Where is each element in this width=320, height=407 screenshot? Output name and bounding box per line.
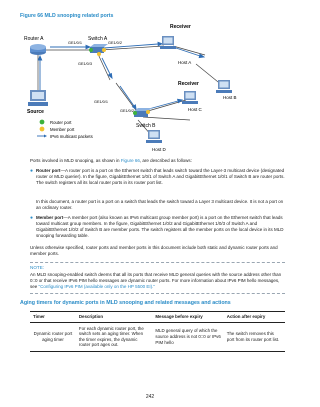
host-d-label: Host D (152, 147, 166, 152)
col-header-description: Description (76, 312, 153, 323)
port-label-a1: GE1/0/1 (68, 41, 82, 45)
port-label-a3: GE1/0/3 (78, 62, 92, 66)
table-row (30, 322, 285, 351)
host-a-label: Host A (178, 60, 192, 65)
legend-member-port: Member port (50, 127, 75, 132)
col-header-timer: Timer (30, 312, 76, 323)
note-top-rule (30, 262, 285, 263)
cell-description: For each dynamic router port, the switch sets an aging timer. When the timer expires, the dynamic router port ages out. (76, 322, 153, 351)
legend-multicast-packets: IPv6 multicast packets (50, 134, 93, 139)
source-label: Source (27, 109, 44, 115)
member-port-marker (97, 52, 101, 56)
receiver-label-mid: Receiver (178, 81, 199, 87)
router-port-term: Router port (36, 168, 61, 173)
intro-text: Ports involved in MLD snooping, as shown in Figure 66, are described as follows: (30, 158, 192, 163)
note-label: NOTE: (30, 265, 45, 270)
switch-b-label: Switch B (136, 123, 156, 129)
router-a-label: Router A (24, 36, 44, 42)
host-b-label: Host B (223, 95, 237, 100)
note-bottom-rule (30, 293, 285, 294)
receiver-label-top: Receiver (170, 24, 191, 30)
router-port-definition: —A router port is a port on the Ethernet switch that leads switch toward the Layer-3 multicast device (designated router or MLD querier). In the figure, GigabitEthernet 1/0/1 of Switch A and GigabitEthernet 1/0/1 of Switch B are router ports. The switch registers all its local router ports in its router port list. (36, 168, 285, 186)
table-header-row (30, 312, 285, 323)
diagram-legend (37, 120, 93, 139)
host-c-label: Host C (188, 107, 202, 112)
col-header-action: Action after expiry (224, 312, 285, 323)
router-a-icon (30, 44, 46, 55)
note-body: An MLD snooping-enabled switch deems that all its ports that receive MLD general queries with the source address other than 0::0 or that receive IPv6 PIM hello messages are dynamic router ports. For more information about IPv6 PIM hello messages, see (30, 272, 282, 290)
member-port-definition: —A member port (also known as IPv6 multicast group member port) is a port on the Ethernet switch that leads toward multicast group members. In the figure, GigabitEthernet 1/0/2 and GigabitEthernet 1/0/3 of Switch A and GigabitEthernet 1/0/2 of Switch B are member ports. The switch registers all the member ports on the local device in its MLD snooping forwarding table. (36, 215, 284, 239)
section-heading: Aging timers for dynamic ports in MLD snooping and related messages and actions (20, 300, 231, 306)
cell-message: MLD general query of which the source address is not 0::0 or IPv6 PIM hello (152, 322, 223, 351)
note-text (30, 272, 286, 290)
host-a-icon (160, 36, 176, 49)
legend-router-port-swatch (40, 120, 45, 125)
host-b-icon (216, 80, 232, 93)
figure-caption: Figure 66 MLD snooping related ports (20, 13, 114, 19)
router-port-extra: In this document, a router port is a port on a switch that leads the switch toward a Layer 3 multicast device. It is not a port on an ordinary router. (36, 199, 284, 211)
member-port-marker (102, 48, 106, 52)
port-label-b1: GE1/0/1 (94, 100, 108, 104)
host-d-icon (146, 130, 162, 143)
router-port-marker (89, 48, 93, 52)
host-c-icon (182, 91, 198, 104)
figure-reference-link[interactable]: Figure 66 (120, 158, 140, 163)
port-label-a2: GE1/0/2 (108, 41, 122, 45)
cell-action: The switch removes this port from its router port list. (224, 322, 285, 351)
note-link[interactable]: "Configuring IPv6 PIM (available only on the HP 5500 EI)." (38, 284, 155, 290)
legend-member-port-swatch (40, 127, 45, 132)
port-label-b2: GE1/0/2 (120, 109, 134, 113)
bullet-dot-icon: ● (30, 215, 34, 221)
member-port-marker (146, 110, 150, 114)
network-diagram (18, 20, 280, 153)
member-port-bullet (30, 215, 286, 239)
page-number: 242 (145, 394, 155, 400)
cell-timer: Dynamic router port aging timer (30, 322, 76, 351)
legend-router-port: Router port (50, 120, 72, 125)
switch-a-label: Switch A (88, 36, 108, 42)
source-icon (28, 90, 48, 106)
intro-paragraph (30, 158, 286, 164)
bullet-dot-icon: ● (30, 168, 34, 174)
unless-paragraph: Unless otherwise specified, router ports and member ports in this document include both static and dynamic router ports and member ports. (30, 245, 278, 257)
col-header-message: Message before expiry (152, 312, 223, 323)
aging-timers-table (30, 311, 285, 352)
router-port-bullet (30, 168, 286, 186)
member-port-term: Member port (36, 215, 64, 220)
